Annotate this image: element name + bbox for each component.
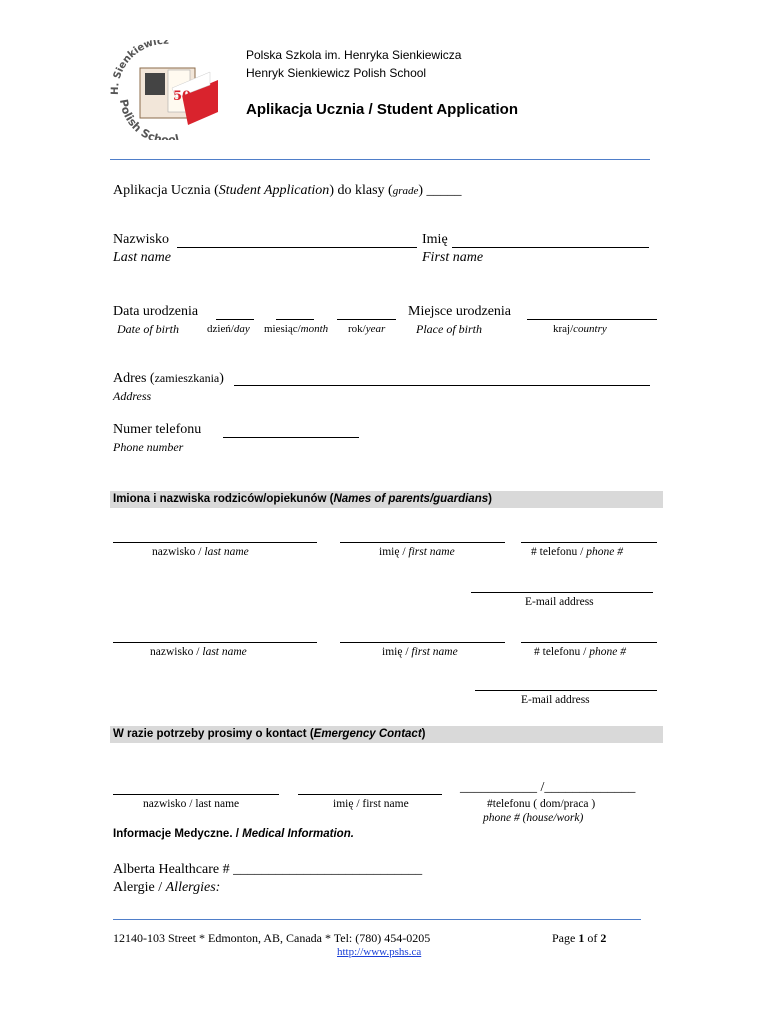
footer-address: 12140-103 Street * Edmonton, AB, Canada * Tel: (780) 454-0205 [113,931,431,945]
logo-number: 50 [173,89,192,104]
dob-day-hint: dzień/day [207,323,250,335]
parent1-last-name-field[interactable] [113,542,317,543]
emergency-first-name-hint: imię / first name [333,798,409,810]
parents-section-header: Imiona i nazwiska rodziców/opiekunów (Names of parents/guardians) [110,491,663,508]
dob-day-field[interactable] [216,319,254,320]
school-name-pl: Polska Szkola im. Henryka Sienkiewicza [246,48,462,62]
footer-website-link[interactable]: http://www.pshs.ca [337,946,422,958]
parent2-phone-field[interactable] [521,642,657,643]
first-name-label: Imię [422,232,448,247]
page-number: Page 1 of 2 [552,931,607,945]
first-name-field[interactable] [452,247,649,248]
parent1-email-hint: E-mail address [525,596,594,608]
parent2-email-field[interactable] [475,690,657,691]
last-name-label-en: Last name [113,250,171,265]
phone-label-en: Phone number [113,440,184,454]
emergency-section-header: W razie potrzeby prosimy o kontact (Emergency Contact) [110,726,663,743]
parent2-last-name-hint: nazwisko / last name [150,646,247,658]
dob-label: Data urodzenia [113,304,199,319]
emergency-phone-field[interactable]: ___________ /_____________ [460,780,636,795]
first-name-label-en: First name [422,250,484,265]
dob-month-field[interactable] [276,319,314,320]
emergency-first-name-field[interactable] [298,794,442,795]
emergency-last-name-field[interactable] [113,794,279,795]
last-name-label: Nazwisko [113,232,169,247]
parent2-first-name-hint: imię / first name [382,646,458,658]
phone-field[interactable] [223,437,359,438]
header-divider [110,159,650,160]
footer-divider [113,919,641,920]
birthplace-label-en: Place of birth [416,322,482,336]
emergency-last-name-hint: nazwisko / last name [143,798,240,810]
allergies-label: Alergie / Allergies: [113,880,221,895]
dob-month-hint: miesiąc/month [264,323,329,335]
parent1-first-name-hint: imię / first name [379,546,455,558]
emergency-phone-hint-en: phone # (house/work) [483,812,584,824]
logo-bottom-text: Polish School [116,98,181,140]
parent2-email-hint: E-mail address [521,694,590,706]
grade-word: grade [392,185,419,197]
birthplace-country-hint: kraj/country [553,323,607,335]
address-field[interactable] [234,385,650,386]
dob-year-hint: rok/year [348,323,386,335]
parent2-last-name-field[interactable] [113,642,317,643]
grade-label-en: Student Application [218,183,330,198]
medical-section-header: Informacje Medyczne. / Medical Information. [113,828,354,840]
dob-year-field[interactable] [337,319,396,320]
grade-line [113,183,462,199]
school-logo [110,40,220,140]
school-name-en: Henryk Sienkiewicz Polish School [246,66,427,80]
logo-emblem [110,40,220,140]
birthplace-field[interactable] [527,319,657,320]
page-title: Aplikacja Ucznia / Student Application [246,101,518,118]
healthcare-field[interactable]: Alberta Healthcare # ___________________________ [113,862,423,877]
logo-top-text: H. Sienkiewicz [110,40,170,96]
parent2-first-name-field[interactable] [340,642,505,643]
emergency-phone-hint: #telefonu ( dom/praca ) [487,798,596,810]
parent2-phone-hint: # telefonu / phone # [534,646,626,658]
dob-label-en: Date of birth [117,322,179,336]
phone-label: Numer telefonu [113,422,202,437]
last-name-field[interactable] [177,247,417,248]
address-label: Adres (zamieszkania) [113,371,224,386]
parent1-phone-hint: # telefonu / phone # [531,546,623,558]
grade-blank: ) _____ [418,183,462,198]
address-label-en: Address [113,389,152,403]
grade-label-mid: ) do klasy ( [329,183,393,198]
parent1-first-name-field[interactable] [340,542,505,543]
grade-label-pl: Aplikacja Ucznia ( [113,183,219,198]
birthplace-label: Miejsce urodzenia [408,304,512,319]
parent1-email-field[interactable] [471,592,653,593]
parent1-last-name-hint: nazwisko / last name [152,546,249,558]
parent1-phone-field[interactable] [521,542,657,543]
